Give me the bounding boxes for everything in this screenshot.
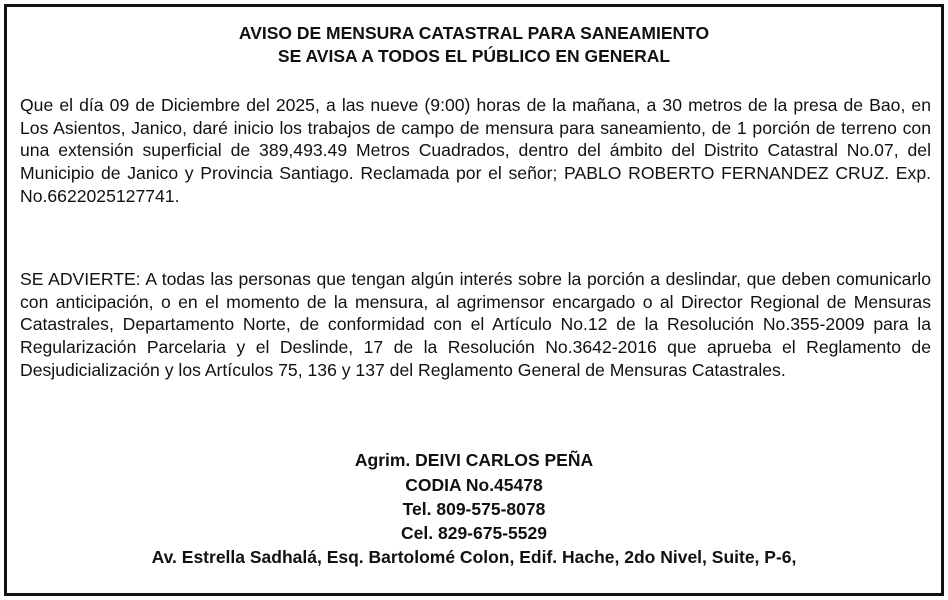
notice-paragraph-1: Que el día 09 de Diciembre del 2025, a las nueve (9:00) horas de la mañana, a 30 metros de la presa de Bao, en Los Asientos, Janico, daré inicio los trabajos de campo de mensura para saneamiento, de 1 porción de terreno con una extensión superficial de 389,493.49 Metros Cuadrados, dentro del ámbito del Distrito Catastral No.07, del Municipio de Janico y Provincia Santiago. Reclamada por el señor; PABLO ROBERTO FERNANDEZ CRUZ. Exp. No.6622025127741.	[20, 95, 931, 206]
notice-border	[4, 4, 944, 596]
signature-tel: Tel. 809-575-8078	[402, 499, 546, 519]
signature-name: Agrim. DEIVI CARLOS PEÑA	[354, 450, 594, 470]
notice-subtitle: SE AVISA A TODOS EL PÚBLICO EN GENERAL	[277, 46, 671, 66]
signature-codia: CODIA No.45478	[405, 475, 543, 495]
notice-title: AVISO DE MENSURA CATASTRAL PARA SANEAMIENTO	[238, 23, 710, 43]
notice-paragraph-2: SE ADVIERTE: A todas las personas que tengan algún interés sobre la porción a deslindar, que deben comunicarlo con anticipación, o en el momento de la mensura, al agrimensor encargado o al Director Regional de Mensuras Catastrales, Departamento Norte, de conformidad con el Artículo No.12 de la Resolución No.355-2009 para la Regularización Parcelaria y el Deslinde, 17 de la Resolución No.3642-2016 que aprueba el Reglamento de Desjudicialización y los Artículos 75, 136 y 137 del Reglamento General de Mensuras Catastrales.	[20, 269, 931, 380]
signature-address: Av. Estrella Sadhalá, Esq. Bartolomé Colon, Edif. Hache, 2do Nivel, Suite, P-6,	[151, 547, 797, 567]
signature-cel: Cel. 829-675-5529	[401, 523, 547, 543]
